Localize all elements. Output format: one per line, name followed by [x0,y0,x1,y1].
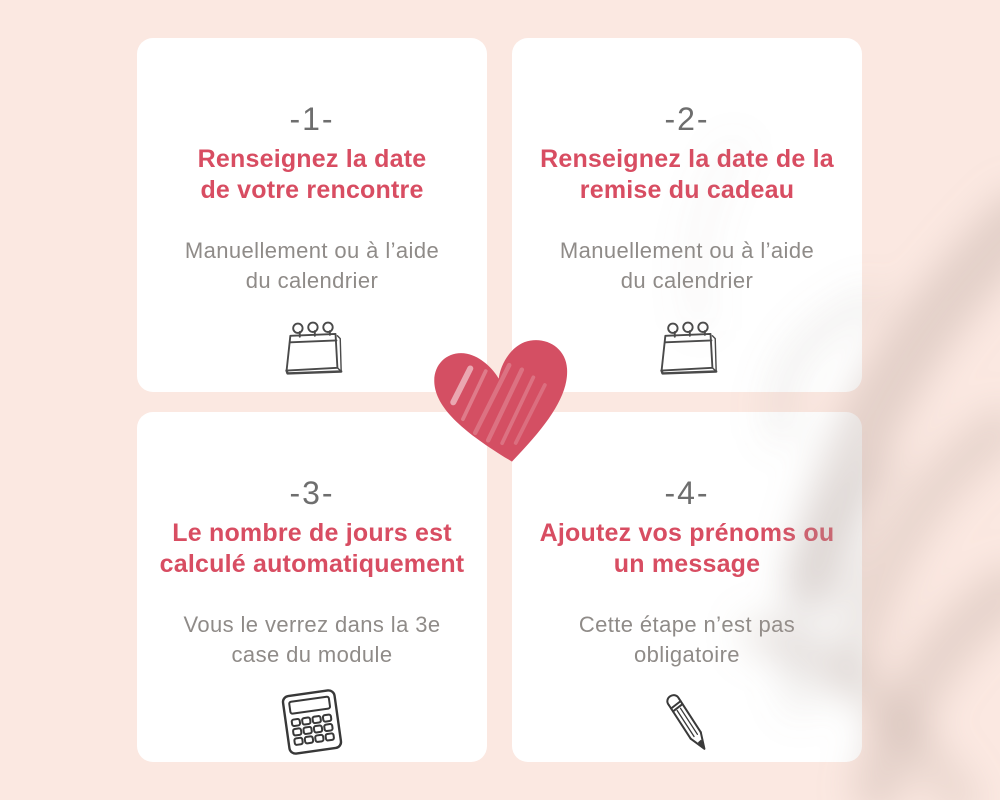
step-title-4 [540,518,835,580]
calendar-icon [280,310,344,386]
step-title-3-line1: Le nombre de jours est [172,519,452,547]
step-title-4-line2: un message [613,550,761,578]
step-description-3-line1: Vous le verrez dans la 3e [183,612,441,637]
step-number-3: -3- [289,475,335,511]
step-number-2: -2- [664,101,710,137]
step-description-4-line2: obligatoire [634,642,740,667]
step-description-2-line2: du calendrier [620,268,754,293]
step-number-1: -1- [289,101,335,137]
step-description-1-line2: du calendrier [245,268,379,293]
step-description-2-line1: Manuellement ou à l’aide [559,238,815,263]
step-title-1 [198,144,427,206]
step-title-2-line1: Renseignez la date de la [540,145,834,173]
step-description-3-line2: case du module [231,642,393,667]
step-title-1-line2: de votre rencontre [200,176,424,204]
step-description-3 [183,610,440,670]
step-title-4-line1: Ajoutez vos prénoms ou [539,519,835,547]
step-description-4 [579,610,795,670]
step-description-1-line1: Manuellement ou à l’aide [184,238,440,263]
step-title-2-line2: remise du cadeau [579,176,795,204]
step-title-1-line1: Renseignez la date [197,145,427,173]
step-title-3 [160,518,465,580]
pencil-icon [651,684,723,760]
heart-icon [430,336,580,474]
calendar-icon [655,310,719,386]
step-description-4-line1: Cette étape n’est pas [578,612,796,637]
step-title-3-line2: calculé automatiquement [159,550,465,578]
step-number-4: -4- [664,475,710,511]
calculator-icon [274,684,350,760]
step-description-1 [185,236,439,296]
step-title-2 [540,144,834,206]
step-description-2 [560,236,814,296]
